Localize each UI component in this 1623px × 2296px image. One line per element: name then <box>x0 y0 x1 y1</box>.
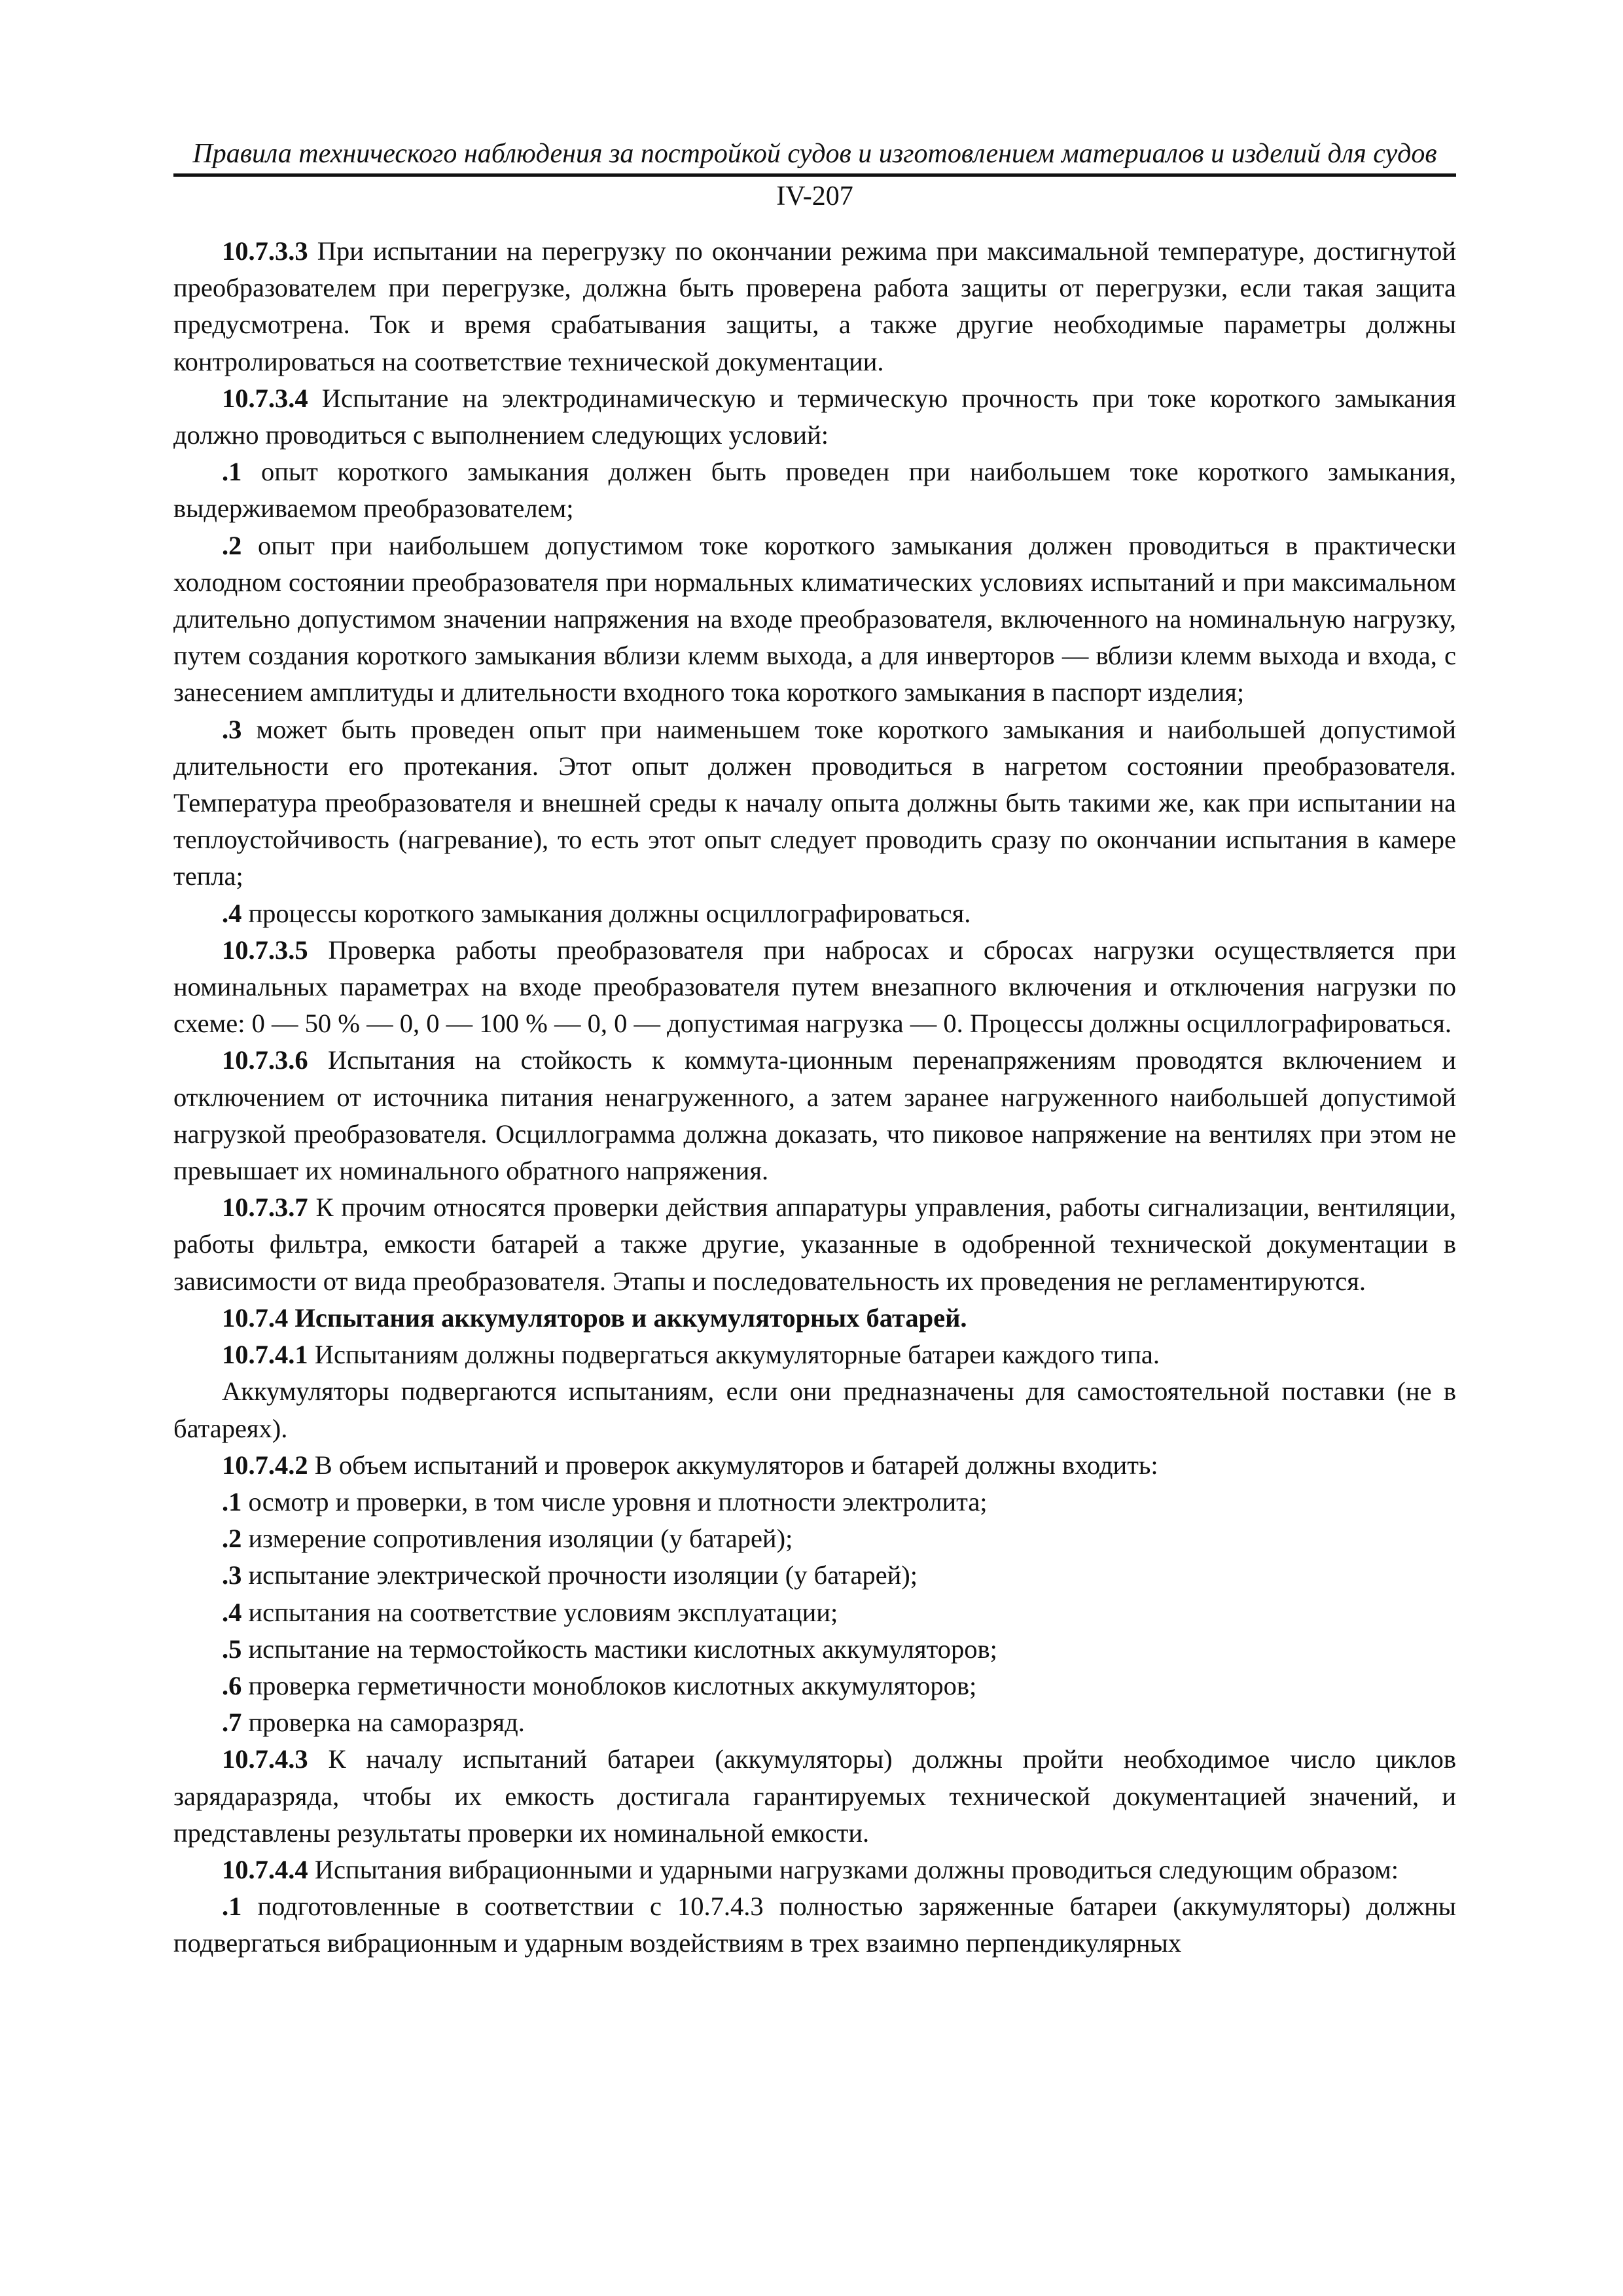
item-text: проверка на саморазряд. <box>241 1708 525 1738</box>
paragraph <box>173 932 1456 1043</box>
item-number: .1 <box>222 1892 242 1922</box>
item-number: .1 <box>222 1486 242 1516</box>
document-page <box>173 134 1456 1962</box>
item-number: .2 <box>222 530 242 560</box>
item-number: .3 <box>222 714 242 744</box>
item-number: .2 <box>222 1524 242 1554</box>
section-number: 10.7.4 <box>222 1302 289 1333</box>
paragraph <box>173 233 1456 380</box>
clause-number: 10.7.3.7 <box>222 1193 308 1223</box>
paragraph <box>173 1741 1456 1852</box>
paragraph <box>173 1852 1456 1888</box>
list-item <box>173 1888 1456 1962</box>
clause-number: 10.7.4.1 <box>222 1340 308 1370</box>
clause-number: 10.7.3.6 <box>222 1045 308 1075</box>
paragraph-text: Испытаниям должны подвергаться аккумуляторные батареи каждого типа. <box>308 1340 1160 1370</box>
item-number: .4 <box>222 898 242 928</box>
paragraph <box>173 1336 1456 1373</box>
item-text: осмотр и проверки, в том числе уровня и плотности электролита; <box>241 1486 988 1516</box>
clause-number: 10.7.4.4 <box>222 1854 308 1884</box>
paragraph-text: В объем испытаний и проверок аккумуляторов и батарей должны входить: <box>308 1450 1158 1480</box>
item-text: измерение сопротивления изоляции (у батарей); <box>241 1524 793 1554</box>
paragraph-text: Испытания вибрационными и ударными нагрузками должны проводиться следующим образом: <box>308 1854 1399 1884</box>
item-number: .3 <box>222 1560 242 1590</box>
clause-number: 10.7.3.4 <box>222 383 308 413</box>
section-title: Испытания аккумуляторов и аккумуляторных батарей. <box>288 1302 967 1333</box>
paragraph-text: К началу испытаний батареи (аккумуляторы) должны пройти необходимое число циклов зарядаразряда, чтобы их емкость достигала гарантируемых технической документацией значений, и представлены результаты проверки их номинальной емкости. <box>173 1744 1456 1848</box>
item-text: подготовленные в соответствии с 10.7.4.3 полностью заряженные батареи (аккумуляторы) должны подвергаться вибрационным и ударным воздействиям в трех взаимно перпендикулярных <box>173 1892 1456 1958</box>
document-body <box>173 233 1456 1962</box>
clause-number: 10.7.3.3 <box>222 236 308 266</box>
clause-number: 10.7.4.2 <box>222 1450 308 1480</box>
paragraph <box>173 380 1456 454</box>
paragraph-text: Проверка работы преобразователя при набросах и сбросах нагрузки осуществляется при номинальных параметрах на входе преобразователя путем внезапного включения и отключения нагрузки по схеме: 0 — 50 % — 0, 0 — 100 % — 0, 0 — допустимая нагрузка — 0. Процессы должны осциллографироваться. <box>173 935 1456 1039</box>
paragraph-text: Испытания на стойкость к коммута-ционным перенапряжениям проводятся включением и отключением от источника питания ненагруженного, а затем заранее нагруженного наибольшей допустимой нагрузкой преобразователя. Осциллограмма должна доказать, что пиковое напряжение на вентилях при этом не превышает их номинального обратного напряжения. <box>173 1045 1456 1186</box>
list-item <box>173 454 1456 527</box>
item-number: .4 <box>222 1597 242 1627</box>
list-item <box>173 1668 1456 1704</box>
item-text: опыт при наибольшем допустимом токе короткого замыкания должен проводиться в практически холодном состоянии преобразователя при нормальных климатических условиях испытаний и при максимальном длительно допустимом значении напряжения на входе преобразователя, включенного на номинальную нагрузку, путем создания короткого замыкания вблизи клемм выхода, а для инверторов — вблизи клемм выхода и входа, с занесением амплитуды и длительности входного тока короткого замыкания в паспорт изделия; <box>173 530 1456 708</box>
paragraph <box>173 1447 1456 1484</box>
item-text: испытание на термостойкость мастики кислотных аккумуляторов; <box>241 1634 997 1664</box>
paragraph-text: Испытание на электродинамическую и термическую прочность при токе короткого замыкания должно проводиться с выполнением следующих условий: <box>173 383 1456 450</box>
item-text: испытание электрической прочности изоляции (у батарей); <box>241 1560 918 1590</box>
item-text: испытания на соответствие условиям эксплуатации; <box>241 1597 838 1627</box>
list-item <box>173 1631 1456 1668</box>
item-number: .5 <box>222 1634 242 1664</box>
list-item <box>173 711 1456 895</box>
running-header: Правила технического наблюдения за постройкой судов и изготовлением материалов и изделий для судов <box>173 134 1456 177</box>
item-number: .6 <box>222 1670 242 1700</box>
paragraph-text: При испытании на перегрузку по окончании режима при максимальной температуре, достигнутой преобразователем при перегрузке, должна быть проверена работа защиты от перегрузки, если такая защита предусмотрена. Ток и время срабатывания защиты, а также другие необходимые параметры должны контролироваться на соответствие технической документации. <box>173 236 1456 376</box>
item-number: .7 <box>222 1708 242 1738</box>
paragraph <box>173 1042 1456 1189</box>
list-item <box>173 1484 1456 1520</box>
paragraph-text: Аккумуляторы подвергаются испытаниям, если они предназначены для самостоятельной поставки (не в батареях). <box>173 1376 1456 1443</box>
item-text: опыт короткого замыкания должен быть проведен при наибольшем токе короткого замыкания, выдерживаемом преобразователем; <box>173 457 1456 524</box>
item-number: .1 <box>222 457 242 487</box>
clause-number: 10.7.4.3 <box>222 1744 308 1774</box>
item-text: может быть проведен опыт при наименьшем токе короткого замыкания и наибольшей допустимой длительности его протекания. Этот опыт должен проводиться в нагретом состоянии преобразователя. Температура преобразователя и внешней среды к началу опыта должны быть такими же, как при испытании на теплоустойчивость (нагревание), то есть этот опыт следует проводить сразу по окончании испытания в камере тепла; <box>173 714 1456 891</box>
clause-number: 10.7.3.5 <box>222 935 308 965</box>
page-number: IV-207 <box>776 181 853 211</box>
list-item <box>173 528 1456 711</box>
list-item <box>173 1520 1456 1557</box>
paragraph <box>173 1189 1456 1300</box>
section-heading <box>173 1300 1456 1336</box>
item-text: процессы короткого замыкания должны осциллографироваться. <box>241 898 971 928</box>
item-text: проверка герметичности моноблоков кислотных аккумуляторов; <box>241 1670 977 1700</box>
list-item <box>173 895 1456 932</box>
paragraph-text: К прочим относятся проверки действия аппаратуры управления, работы сигнализации, вентиляции, работы фильтра, емкости батарей а также другие, указанные в одобренной технической документации в зависимости от вида преобразователя. Этапы и последовательность их проведения не регламентируются. <box>173 1193 1456 1296</box>
list-item <box>173 1594 1456 1631</box>
list-item <box>173 1557 1456 1594</box>
list-item <box>173 1704 1456 1741</box>
paragraph <box>173 1373 1456 1446</box>
